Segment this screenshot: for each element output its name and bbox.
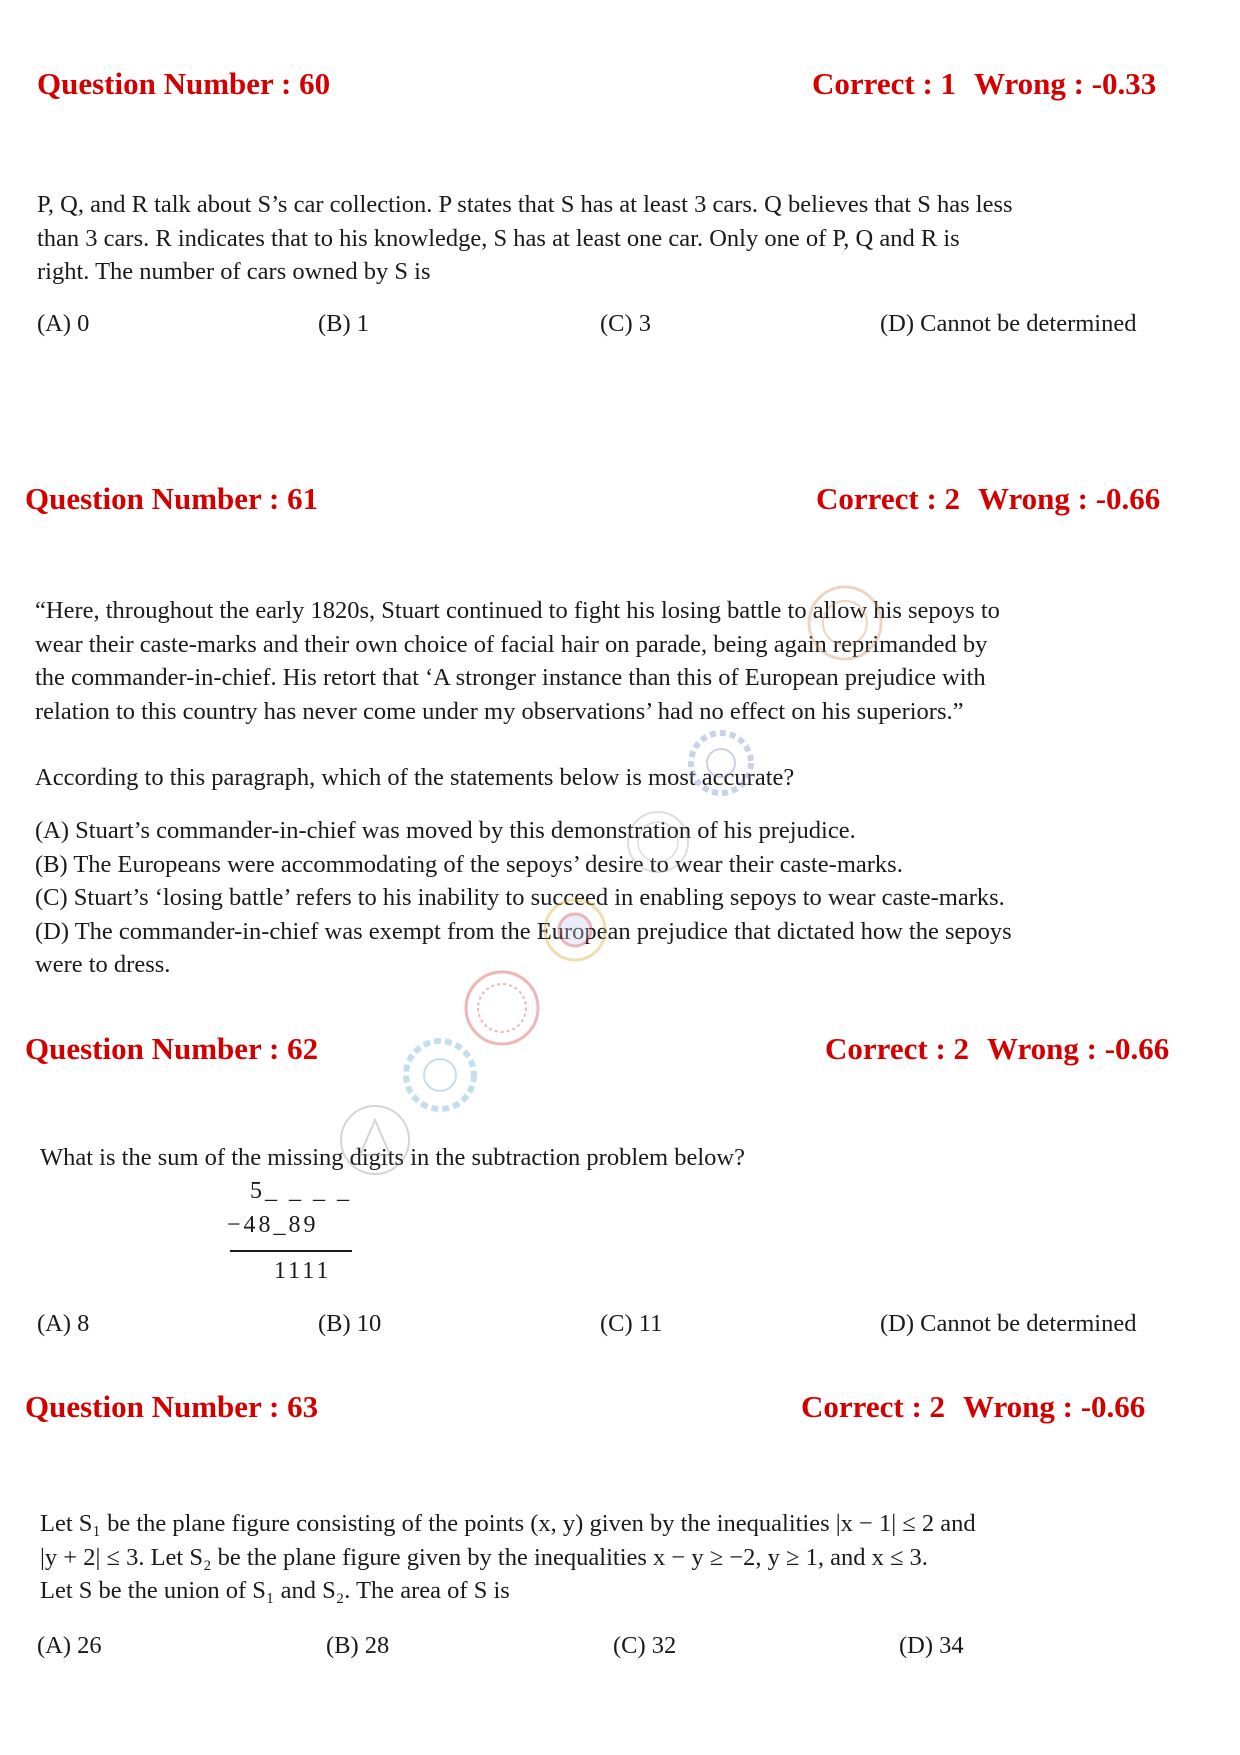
text-line: relation to this country has never come under my observations’ had no effect on his superiors.” [35, 697, 964, 725]
minuend: 5_ _ _ _ [250, 1178, 352, 1204]
question-60-text [37, 188, 1013, 289]
wrong-marks: Wrong : -0.66 [978, 481, 1161, 516]
text-line: P, Q, and R talk about S’s car collection. P states that S has at least 3 cars. Q believes that S has less [37, 191, 1013, 218]
option-a[interactable]: (A) 26 [37, 1632, 102, 1659]
option-d[interactable]: (D) Cannot be determined [880, 310, 1137, 337]
text-line: the commander-in-chief. His retort that ‘A stronger instance than this of European prejudice with [35, 664, 986, 691]
option-b[interactable]: (B) 1 [318, 310, 370, 337]
question-62-text: What is the sum of the missing digits in the subtraction problem below? [40, 1144, 745, 1171]
question-title: Question Number : 61 [25, 481, 319, 516]
marks [825, 1031, 1169, 1067]
wrong-marks: Wrong : -0.33 [974, 66, 1157, 101]
option-d[interactable]: (D) 34 [899, 1632, 964, 1659]
text-line: wear their caste-marks and their own choice of facial hair on parade, being again reprimanded by [35, 630, 988, 658]
question-63-text [40, 1507, 976, 1608]
question-63-header [0, 1389, 1240, 1429]
question-title: Question Number : 62 [25, 1031, 319, 1066]
option-a[interactable]: (A) Stuart’s commander-in-chief was moved by this demonstration of his prejudice. [35, 817, 856, 844]
question-title: Question Number : 60 [37, 66, 331, 101]
text-line: Let S be the union of S₁ and S₂. The area of S is [40, 1577, 510, 1604]
wrong-marks: Wrong : -0.66 [987, 1031, 1170, 1066]
option-a[interactable]: (A) 8 [37, 1310, 90, 1337]
option-b[interactable]: (B) 28 [326, 1632, 390, 1659]
question-62-header [0, 1031, 1240, 1071]
emblem-watermark-icon [540, 895, 610, 965]
question-60-header [0, 66, 1240, 106]
question-61-options [35, 814, 1012, 982]
subtraction-rule [230, 1250, 352, 1252]
correct-marks: Correct : 2 [801, 1389, 946, 1424]
gear-watermark-icon [400, 1035, 480, 1115]
seal-watermark-icon [335, 1100, 415, 1180]
gear-watermark-icon [686, 728, 756, 798]
option-b[interactable]: (B) The Europeans were accommodating of the sepoys’ desire to wear their caste-marks. [35, 850, 903, 878]
text-line: right. The number of cars owned by S is [37, 258, 431, 285]
seal-watermark-icon [462, 968, 542, 1048]
difference: 1111 [274, 1258, 332, 1284]
correct-marks: Correct : 2 [816, 481, 961, 516]
wrong-marks: Wrong : -0.66 [963, 1389, 1146, 1424]
option-c[interactable]: (C) 3 [600, 310, 652, 337]
option-a[interactable]: (A) 0 [37, 310, 90, 337]
question-61-header [0, 481, 1240, 521]
marks [801, 1389, 1145, 1425]
option-c[interactable]: (C) 32 [613, 1632, 677, 1659]
option-d[interactable]: (D) The commander-in-chief was exempt from the European prejudice that dictated how the sepoys [35, 917, 1012, 945]
question-title: Question Number : 63 [25, 1389, 319, 1424]
option-b[interactable]: (B) 10 [318, 1310, 382, 1337]
text-line: “Here, throughout the early 1820s, Stuart continued to fight his losing battle to allow his sepoys to [35, 597, 1000, 624]
text-line: Let S₁ be the plane figure consisting of the points (x, y) given by the inequalities |x − 1| ≤ 2 and [40, 1510, 976, 1537]
marks [812, 66, 1156, 102]
option-c[interactable]: (C) Stuart’s ‘losing battle’ refers to his inability to succeed in enabling sepoys to wear caste-marks. [35, 884, 1005, 911]
seal-watermark-icon [623, 807, 693, 877]
subtrahend: −48_89 [227, 1212, 319, 1238]
seal-watermark-icon [805, 583, 885, 663]
text-line: than 3 cars. R indicates that to his knowledge, S has at least one car. Only one of P, Q and R is [37, 224, 960, 252]
option-d[interactable]: (D) Cannot be determined [880, 1310, 1137, 1337]
text-line: |y + 2| ≤ 3. Let S₂ be the plane figure given by the inequalities x − y ≥ −2, y ≥ 1, and x ≤ 3. [40, 1543, 928, 1571]
question-61-prompt: According to this paragraph, which of the statements below is most accurate? [35, 764, 795, 791]
option-c[interactable]: (C) 11 [600, 1310, 663, 1337]
correct-marks: Correct : 1 [812, 66, 957, 101]
correct-marks: Correct : 2 [825, 1031, 970, 1066]
option-d-continued: were to dress. [35, 951, 171, 978]
marks [816, 481, 1160, 517]
